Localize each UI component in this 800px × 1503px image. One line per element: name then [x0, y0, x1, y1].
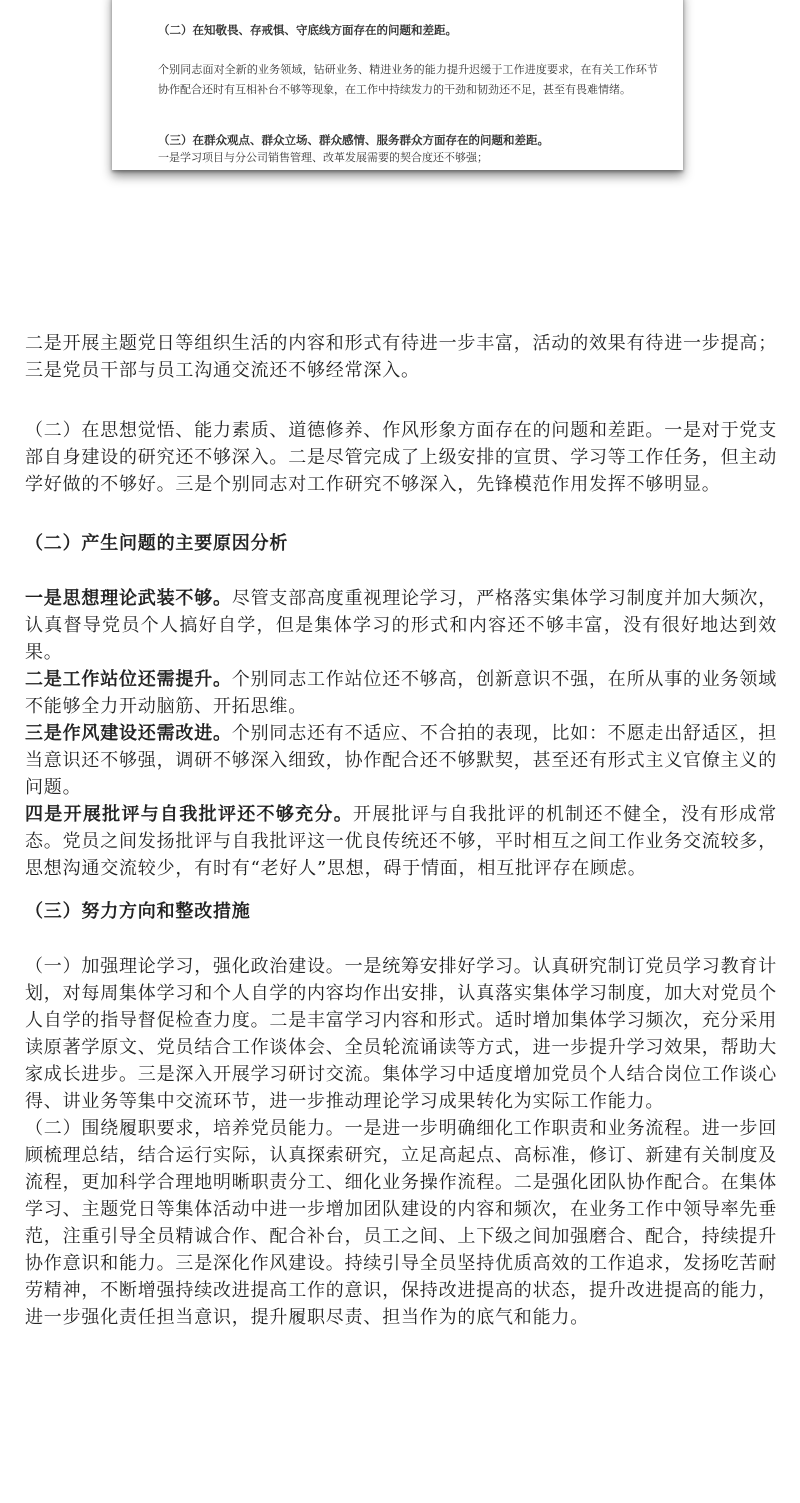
cause-text: 尽管支部高度重视理论学习，严格落实集体学习制度并加大频次，认真督导党员个人搞好自学，但是集体学习的形式和内容还不够丰富，没有很好地达到效果。 — [25, 588, 778, 663]
cause-item — [25, 666, 777, 720]
cause-text: 个别同志工作站位还不够高，创新意识不强，在所从事的业务领域不能够全力开动脑筋、开拓思维。 — [25, 669, 778, 717]
preview-paragraph-3: 一是学习项目与分公司销售管理、改革发展需要的契合度还不够强； — [158, 151, 488, 164]
measures-list — [25, 953, 777, 1331]
cause-title: 三是作风建设还需改进。 — [25, 723, 232, 744]
cause-title: 二是工作站位还需提升。 — [25, 669, 232, 690]
cause-item — [25, 585, 777, 666]
document-preview-card — [112, 0, 683, 170]
paragraph-1 — [25, 330, 777, 384]
section-heading-causes: （二）产生问题的主要原因分析 — [25, 533, 289, 554]
preview-heading-2: （二）在知敬畏、存戒惧、守底线方面存在的问题和差距。 — [158, 23, 457, 37]
causes-list — [25, 585, 777, 882]
cause-title: 一是思想理论武装不够。 — [25, 588, 232, 609]
paragraph-1-text: 二是开展主题党日等组织生活的内容和形式有待进一步丰富，活动的效果有待进一步提高；三是党员干部与员工沟通交流还不够经常深入。 — [25, 333, 777, 381]
measure-item: （二）围绕履职要求，培养党员能力。一是进一步明确细化工作职责和业务流程。进一步回顾梳理总结，结合运行实际，认真探索研究，立足高起点、高标准，修订、新建有关制度及流程，更加科学合理地明晰职责分工、细化业务操作流程。二是强化团队协作配合。在集体学习、主题党日等集体活动中进一步增加团队建设的内容和频次，在业务工作中领导率先垂范，注重引导全员精诚合作、配合补台，员工之间、上下级之间加强磨合、配合，持续提升协作意识和能力。三是深化作风建设。持续引导全员坚持优质高效的工作追求，发扬吃苦耐劳精神，不断增强持续改进提高工作的意识，保持改进提高的状态，提升改进提高的能力，进一步强化责任担当意识，提升履职尽责、担当作为的底气和能力。 — [25, 1118, 777, 1328]
cause-item — [25, 801, 777, 882]
preview-heading-3: （三）在群众观点、群众立场、群众感情、服务群众方面存在的问题和差距。 — [158, 133, 549, 147]
section-heading-measures: （三）努力方向和整改措施 — [25, 901, 251, 922]
cause-title: 四是开展批评与自我批评还不够充分。 — [25, 804, 353, 825]
paragraph-2 — [25, 417, 777, 498]
preview-paragraph-2: 个别同志面对全新的业务领域，钻研业务、精进业务的能力提升迟缓于工作进度要求，在有关工作环节协作配合还时有互相补台不够等现象，在工作中持续发力的干劲和韧劲还不足，甚至有畏难情绪。 — [158, 63, 658, 96]
cause-text: 个别同志还有不适应、不合拍的表现，比如：不愿走出舒适区，担当意识还不够强，调研不够深入细致，协作配合还不够默契，甚至还有形式主义官僚主义的问题。 — [25, 723, 778, 798]
measure-item: （一）加强理论学习，强化政治建设。一是统筹安排好学习。认真研究制订党员学习教育计划，对每周集体学习和个人自学的内容均作出安排，认真落实集体学习制度，加大对党员个人自学的指导督促检查力度。二是丰富学习内容和形式。适时增加集体学习频次，充分采用读原著学原文、党员结合工作谈体会、全员轮流诵读等方式，进一步提升学习效果，帮助大家成长进步。三是深入开展学习研讨交流。集体学习中适度增加党员个人结合岗位工作谈心得、讲业务等集中交流环节，进一步推动理论学习成果转化为实际工作能力。 — [25, 956, 777, 1112]
cause-text: 开展批评与自我批评的机制还不健全，没有形成常态。党员之间发扬批评与自我批评这一优良传统还不够，平时相互之间工作业务交流较多，思想沟通交流较少，有时有“老好人”思想，碍于情面，相互批评存在顾虑。 — [25, 804, 777, 879]
paragraph-2-text: （二）在思想觉悟、能力素质、道德修养、作风形象方面存在的问题和差距。一是对于党支部自身建设的研究还不够深入。二是尽管完成了上级安排的宣贯、学习等工作任务，但主动学好做的不够好。三是个别同志对工作研究不够深入，先锋模范作用发挥不够明显。 — [25, 420, 777, 495]
cause-item — [25, 720, 777, 801]
